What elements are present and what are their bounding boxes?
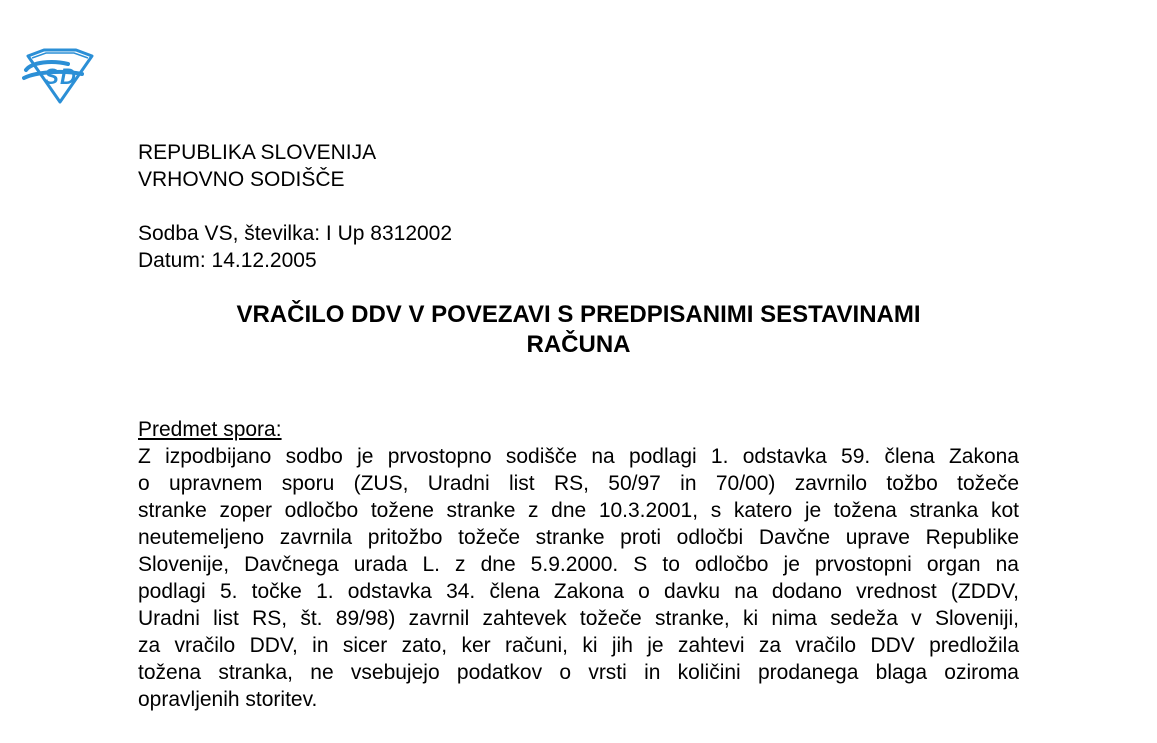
svg-text:S: S (44, 64, 59, 89)
paragraph-line: opravljenih storitev. (138, 688, 318, 711)
paragraph-line: za vračilo DDV, in sicer zato, ker računi, ki jih je zahtevi za vračilo DDV predložila (138, 634, 1019, 657)
paragraph-line: stranke zoper odločbo tožene stranke z dne 10.3.2001, s katero je tožena stranka kot (138, 499, 1019, 522)
sd-logo-icon (22, 48, 96, 104)
paragraph-line: neutemeljeno zavrnila pritožbo tožeče stranke proti odločbi Davčne uprave Republike (138, 526, 1019, 549)
court-name: VRHOVNO SODIŠČE (138, 168, 345, 191)
case-number: Sodba VS, številka: I Up 8312002 (138, 222, 453, 245)
paragraph-line: Uradni list RS, št. 89/98) zavrnil zahtevek tožeče stranke, ki nima sedeža v Sloveniji, (138, 607, 1019, 630)
paragraph-line: Z izpodbijano sodbo je prvostopno sodišče na podlagi 1. odstavka 59. člena Zakona (138, 445, 1019, 468)
section-heading: Predmet spora: (138, 418, 282, 441)
title-line-1: VRAČILO DDV V POVEZAVI S PREDPISANIMI SESTAVINAMI (236, 301, 921, 328)
court-logo (22, 48, 96, 104)
country-name: REPUBLIKA SLOVENIJA (138, 141, 377, 164)
paragraph-line: tožena stranka, ne vsebujejo podatkov o vrsti in količini prodanega blaga oziroma (138, 661, 1019, 684)
judgment-date: Datum: 14.12.2005 (138, 249, 317, 272)
paragraph-line: o upravnem sporu (ZUS, Uradni list RS, 50/97 in 70/00) zavrnilo tožbo tožeče (138, 472, 1019, 495)
title-line-2: RAČUNA (526, 331, 631, 358)
paragraph-line: podlagi 5. točke 1. odstavka 34. člena Zakona o davku na dodano vrednost (ZDDV, (138, 580, 1019, 603)
court-header (138, 139, 376, 193)
judgment-meta (138, 220, 452, 274)
paragraph-line: Slovenije, Davčnega urada L. z dne 5.9.2000. S to odločbo je prvostopni organ na (138, 553, 1019, 576)
body-paragraph (138, 443, 1019, 713)
document-title (138, 300, 1019, 360)
svg-text:D: D (60, 64, 76, 89)
